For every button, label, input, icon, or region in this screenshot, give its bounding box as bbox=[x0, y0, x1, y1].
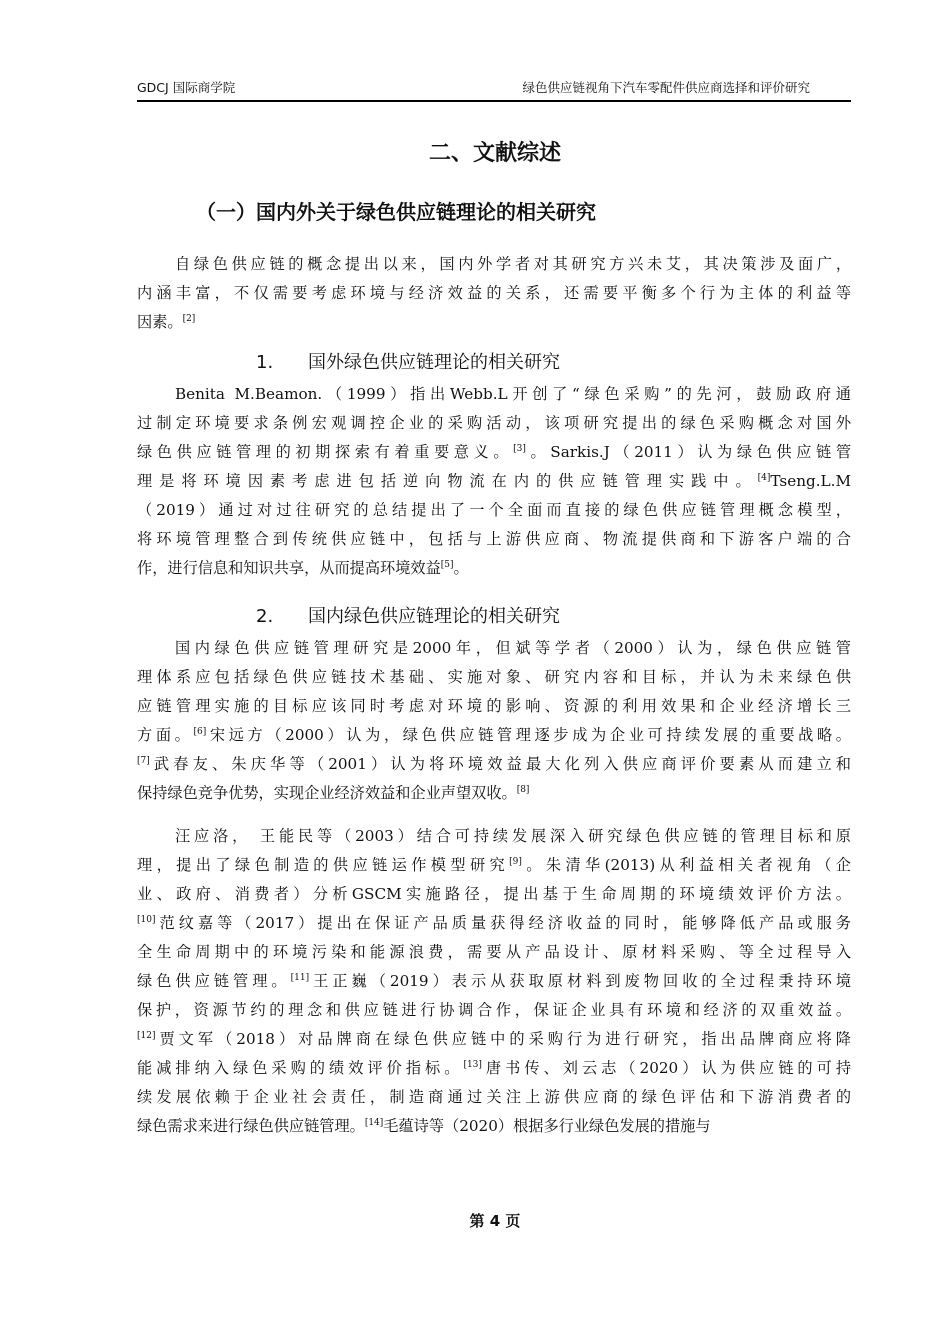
text-line: 绿色需求来进行绿色供应链管理。[14]毛蕴诗等（2020）根据多行业绿色发展的措施与 bbox=[137, 1117, 711, 1135]
foreign-research-paragraph bbox=[137, 380, 851, 583]
text-line: （2019）通过对过往研究的总结提出了一个全面而直接的绿色供应链管理概念模型， bbox=[137, 501, 851, 519]
subsection-number: 2. bbox=[256, 606, 274, 627]
text-line: 理是将环境因素考虑进包括逆向物流在内的供应链管理实践中。[4]Tseng.L.M bbox=[137, 472, 851, 490]
text-line: 保护，资源节约的理念和供应链进行协调合作，保证企业具有环境和经济的双重效益。 bbox=[137, 1001, 851, 1019]
text-line: 能减排纳入绿色采购的绩效评价指标。[13]唐书传、刘云志（2020）认为供应链的可持 bbox=[137, 1059, 852, 1077]
text-line: 续发展依赖于企业社会责任，制造商通过关注上游供应商的绿色评估和下游消费者的 bbox=[137, 1088, 851, 1106]
section-title: （一）国内外关于绿色供应链理论的相关研究 bbox=[196, 200, 596, 224]
citation: [10] bbox=[137, 915, 156, 925]
citation: [13] bbox=[463, 1060, 482, 1070]
text-line: 应链管理实施的目标应该同时考虑对环境的影响、资源的利用效果和企业经济增长三 bbox=[137, 697, 851, 715]
intro-paragraph bbox=[137, 250, 851, 337]
citation: [12] bbox=[137, 1031, 156, 1041]
subsection-title: 国外绿色供应链理论的相关研究 bbox=[308, 352, 560, 373]
citation: [11] bbox=[290, 973, 310, 983]
header-school: GDCJ 国际商学院 bbox=[137, 80, 236, 95]
domestic-research-paragraph-2 bbox=[137, 822, 851, 1141]
text-line: 作，进行信息和知识共享，从而提高环境效益[5]。 bbox=[137, 559, 469, 577]
text-line: 自绿色供应链的概念提出以来，国内外学者对其研究方兴未艾，其决策涉及面广， bbox=[175, 255, 851, 273]
domestic-research-paragraph-1 bbox=[137, 634, 851, 808]
text-line: [7]武春友、朱庆华等（2001）认为将环境效益最大化列入供应商评价要素从而建立和 bbox=[137, 755, 851, 773]
chapter-title: 二、文献综述 bbox=[428, 141, 561, 166]
citation: [5] bbox=[440, 560, 454, 570]
page-header bbox=[137, 78, 850, 100]
citation: [4] bbox=[757, 473, 771, 483]
text-line: 保持绿色竞争优势，实现企业经济效益和企业声望双收。[8] bbox=[137, 784, 530, 802]
text-line: 业、政府、消费者）分析GSCM实施路径，提出基于生命周期的环境绩效评价方法。 bbox=[137, 885, 851, 903]
citation: [7] bbox=[137, 756, 150, 766]
text-line: 方面。[6]宋远方（2000）认为，绿色供应链管理逐步成为企业可持续发展的重要战略。 bbox=[137, 726, 851, 744]
text-line: 绿色供应链管理。[11]王正巍（2019）表示从获取原材料到废物回收的全过程秉持环境 bbox=[137, 972, 852, 990]
text-line: 全生命周期中的环境污染和能源浪费，需要从产品设计、原材料采购、等全过程导入 bbox=[137, 943, 851, 961]
text-line: 因素。[2] bbox=[137, 313, 196, 331]
subsection-heading-domestic bbox=[256, 602, 560, 628]
header-thesis-title: 绿色供应链视角下汽车零配件供应商选择和评价研究 bbox=[522, 80, 810, 95]
citation: [2] bbox=[182, 314, 196, 324]
citation: [6] bbox=[193, 727, 207, 737]
subsection-number: 1. bbox=[256, 352, 274, 373]
text-line: Benita M.Beamon.（1999）指出Webb.L开创了“绿色采购”的先河，鼓励政府通 bbox=[175, 385, 851, 403]
citation: [9] bbox=[509, 857, 522, 867]
page-number: 第 4 页 bbox=[469, 1212, 521, 1230]
subsection-title: 国内绿色供应链理论的相关研究 bbox=[308, 606, 560, 627]
text-line: 汪应洛， 王能民等（2003）结合可持续发展深入研究绿色供应链的管理目标和原 bbox=[175, 827, 851, 845]
text-line: 内涵丰富，不仅需要考虑环境与经济效益的关系，还需要平衡多个行为主体的利益等 bbox=[137, 284, 851, 302]
header-rule bbox=[137, 100, 851, 102]
citation: [14] bbox=[364, 1118, 384, 1128]
text-line: 将环境管理整合到传统供应链中，包括与上游供应商、物流提供商和下游客户端的合 bbox=[137, 530, 851, 548]
text-line: 绿色供应链管理的初期探索有着重要意义。[3]。Sarkis.J（2011）认为绿色供应链管 bbox=[137, 443, 852, 461]
text-line: [10]范纹嘉等（2017）提出在保证产品质量获得经济收益的同时，能够降低产品或服务 bbox=[137, 914, 851, 932]
citation: [3] bbox=[513, 444, 526, 454]
text-line: 理体系应包括绿色供应链技术基础、实施对象、研究内容和目标，并认为未来绿色供 bbox=[137, 668, 851, 686]
text-line: 理，提出了绿色制造的供应链运作模型研究[9]。朱清华(2013)从利益相关者视角（企 bbox=[137, 856, 851, 874]
text-line: 过制定环境要求条例宏观调控企业的采购活动，该项研究提出的绿色采购概念对国外 bbox=[137, 414, 851, 432]
citation: [8] bbox=[516, 785, 530, 795]
text-line: 国内绿色供应链管理研究是2000年，但斌等学者（2000）认为，绿色供应链管 bbox=[175, 639, 851, 657]
subsection-heading-foreign bbox=[256, 348, 560, 374]
text-line: [12]贾文军（2018）对品牌商在绿色供应链中的采购行为进行研究，指出品牌商应将降 bbox=[137, 1030, 851, 1048]
